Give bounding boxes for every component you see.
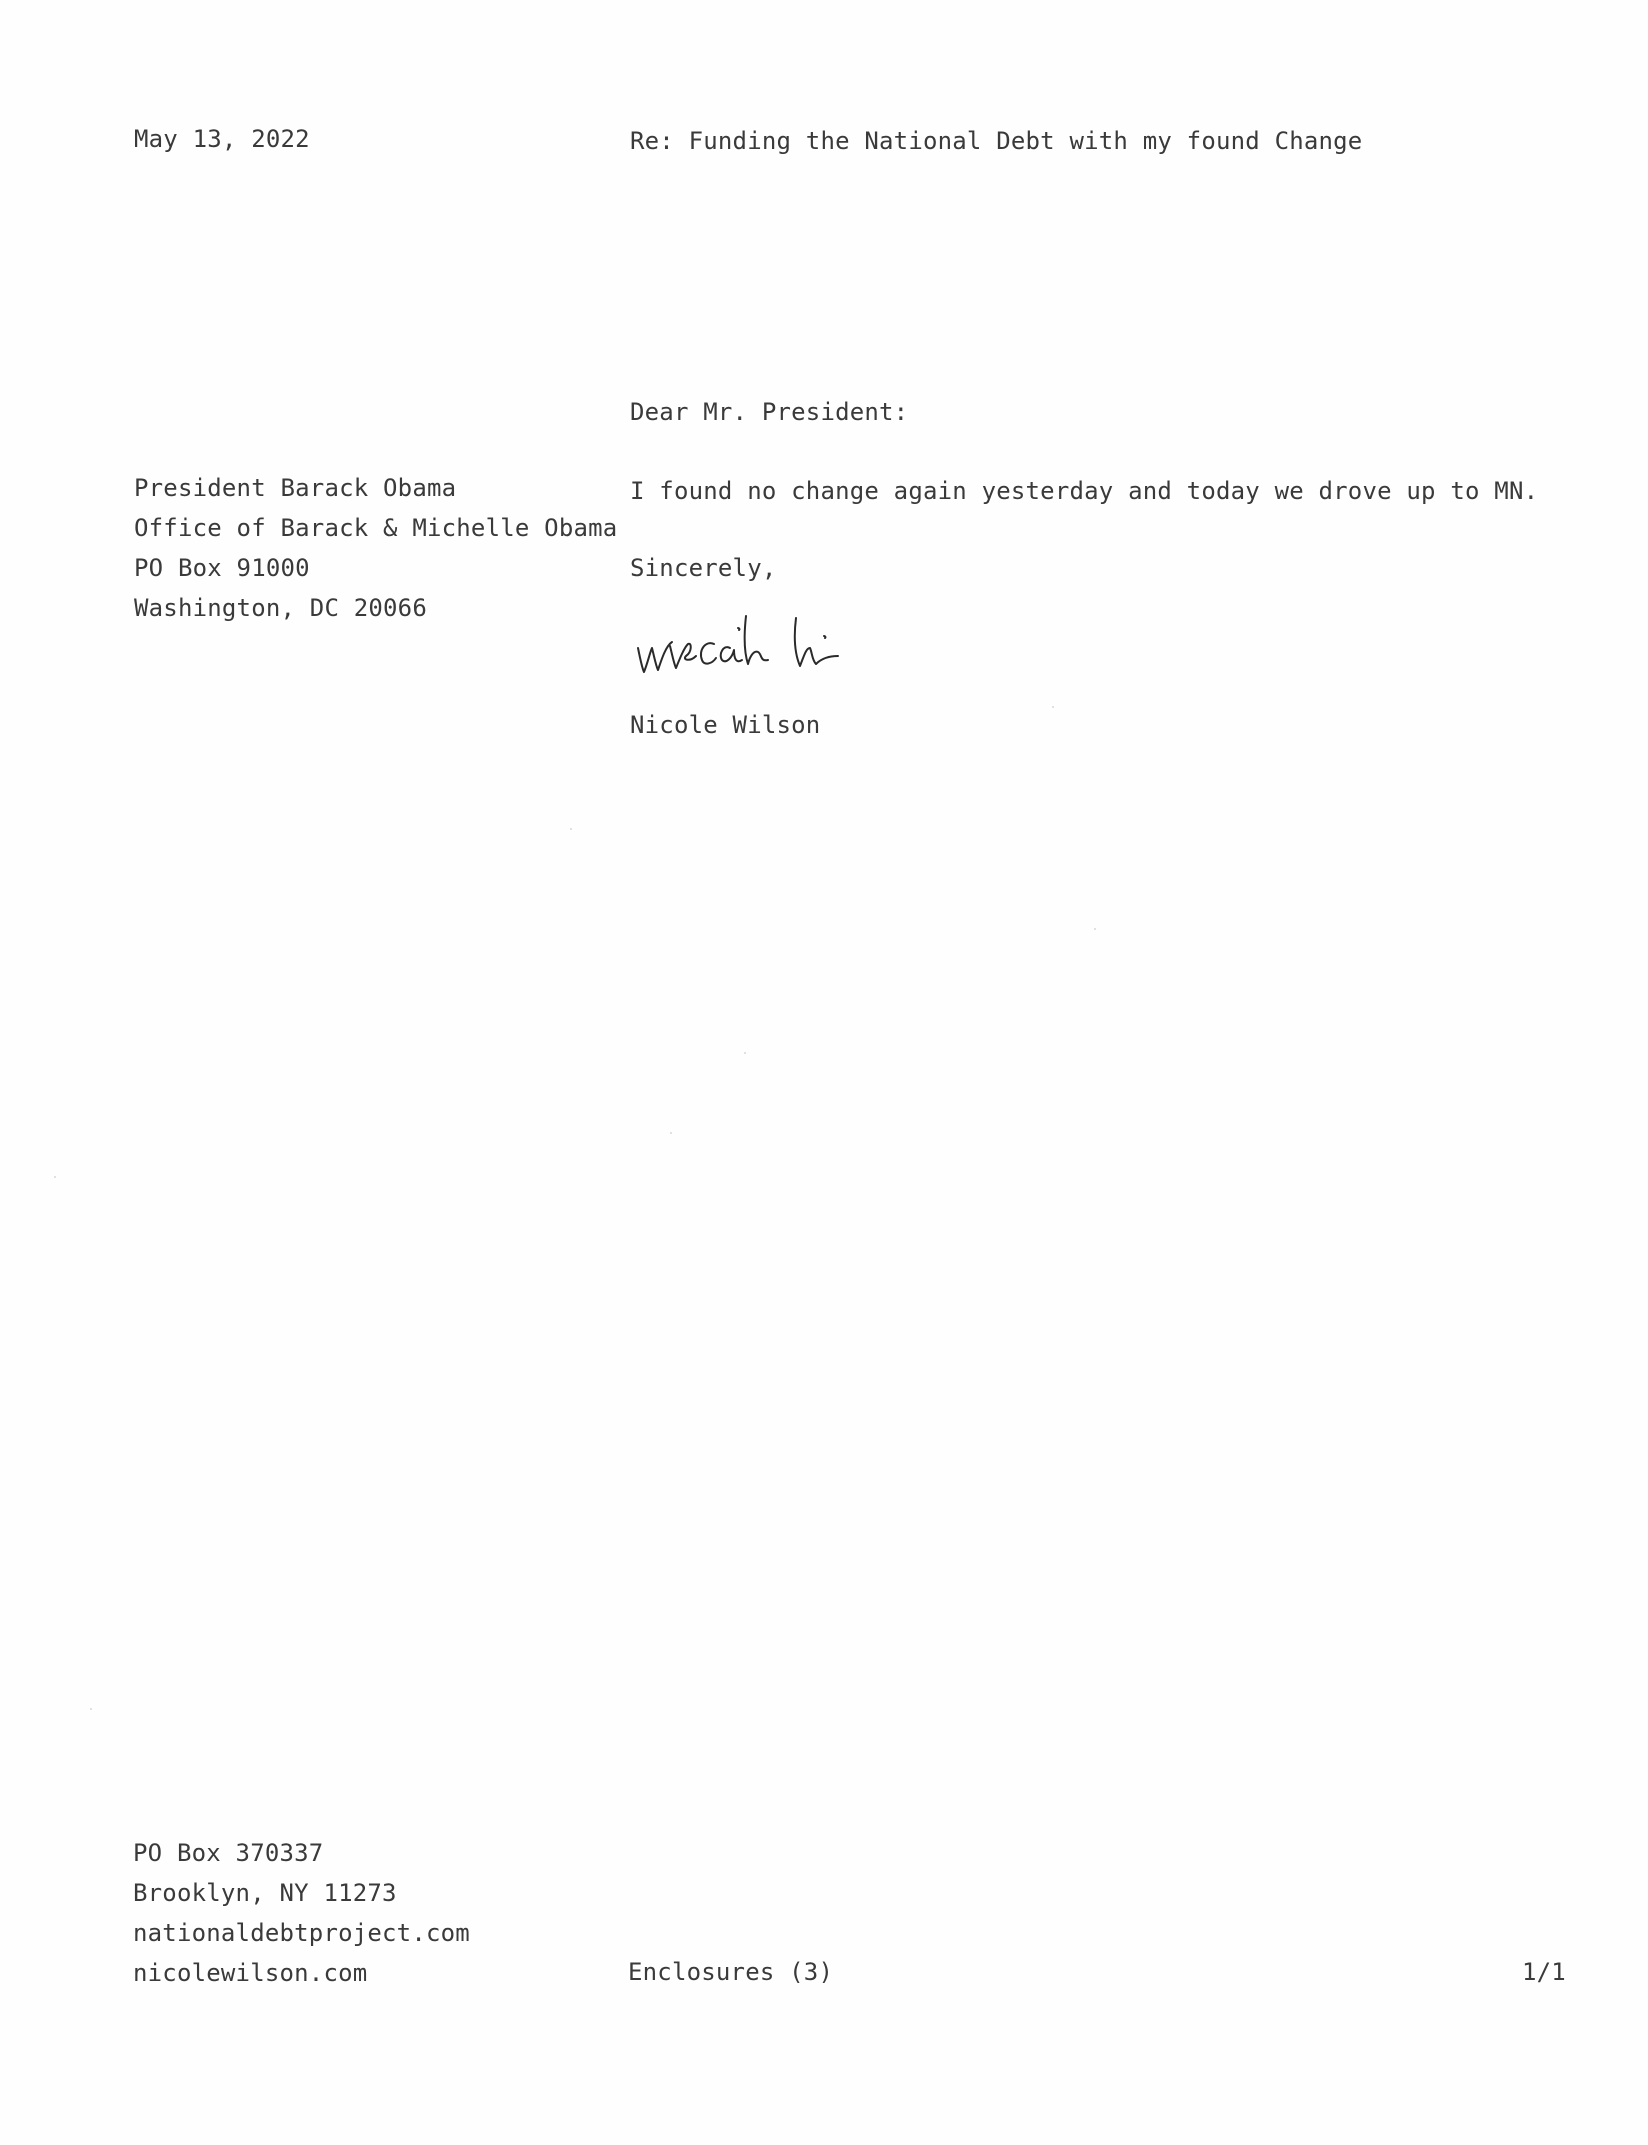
sender-website-personal: nicolewilson.com <box>133 1959 368 1987</box>
scan-speck <box>744 1052 746 1054</box>
page-number: 1/1 <box>1522 1958 1566 1986</box>
salutation: Dear Mr. President: <box>630 398 909 426</box>
signer-name: Nicole Wilson <box>630 711 821 739</box>
enclosures-note: Enclosures (3) <box>628 1958 834 1986</box>
subject-line: Re: Funding the National Debt with my found Change <box>630 127 1363 155</box>
scan-speck <box>570 828 572 830</box>
recipient-city: Washington, DC 20066 <box>134 594 427 622</box>
sender-address <box>133 1833 470 1993</box>
sender-city: Brooklyn, NY 11273 <box>133 1879 397 1907</box>
scan-speck <box>90 1708 92 1710</box>
scan-speck <box>1094 928 1096 930</box>
scan-speck <box>54 1176 56 1178</box>
letter-date: May 13, 2022 <box>134 125 310 153</box>
handwritten-signature <box>630 604 940 684</box>
sender-po-box: PO Box 370337 <box>133 1839 324 1867</box>
sender-website-project: nationaldebtproject.com <box>133 1919 470 1947</box>
letter-body: I found no change again yesterday and today we drove up to MN. <box>630 477 1539 505</box>
closing: Sincerely, <box>630 554 777 582</box>
recipient-po-box: PO Box 91000 <box>134 554 310 582</box>
scan-speck <box>1052 706 1054 708</box>
recipient-office: Office of Barack & Michelle Obama <box>134 514 618 542</box>
scan-speck <box>670 1132 672 1134</box>
recipient-name: President Barack Obama <box>134 474 457 502</box>
recipient-address <box>134 468 617 628</box>
